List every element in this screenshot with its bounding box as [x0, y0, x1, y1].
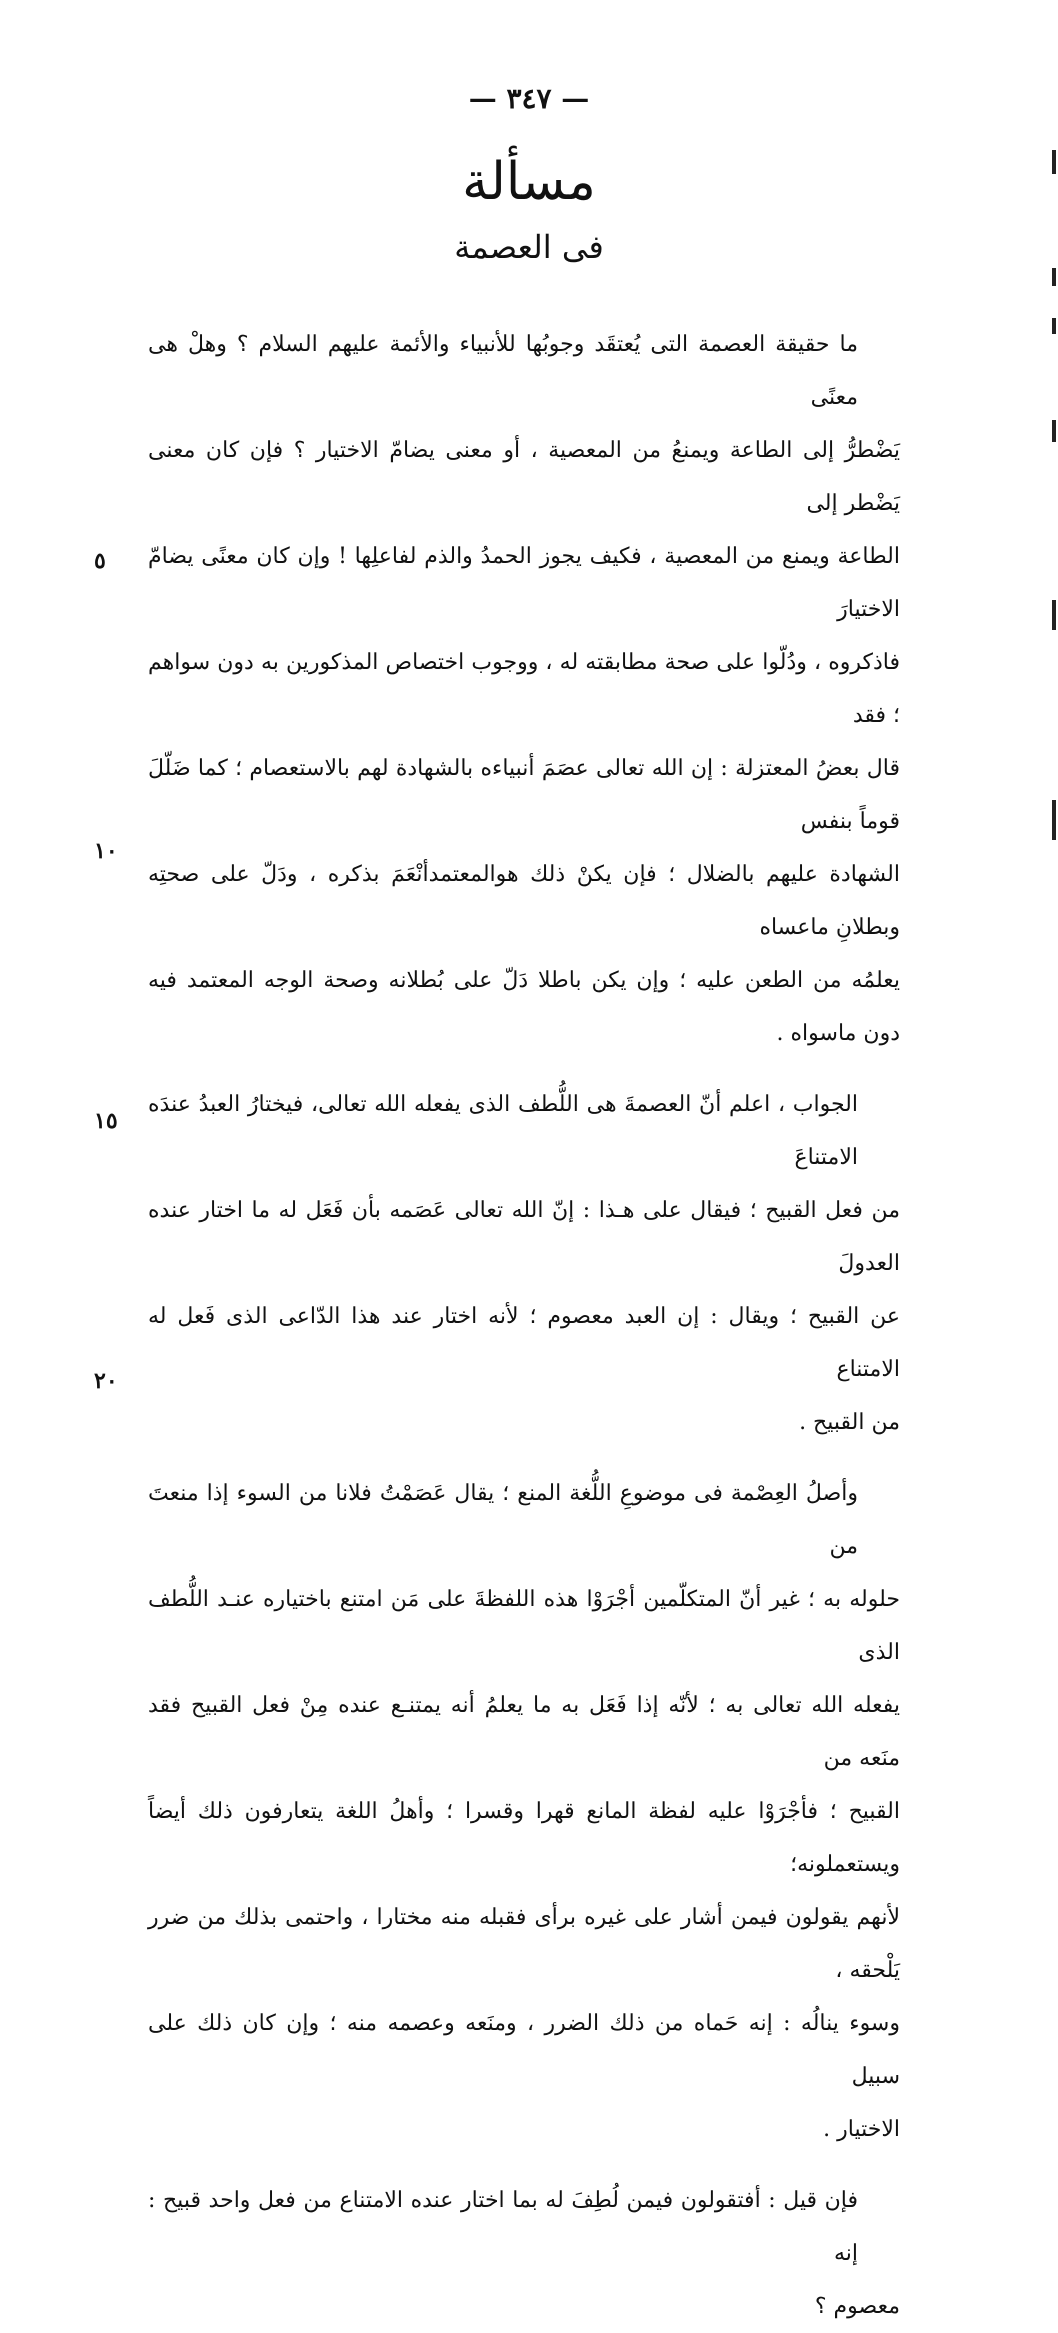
text-line: القبيح ؛ فأجْرَوْا عليه لفظة المانع قهرا وقسرا ؛ وأهلُ اللغة يتعارفون ذلك أيضاً ويستعملونه؛ — [148, 1799, 900, 1877]
page-number: — ٣٤٧ — — [468, 82, 590, 115]
text-line: يفعله الله تعالى به ؛ لأنّه إذا فَعَل به ما يعلمُ أنه يمتنـع عنده مِنْ فعل القبيح فقد منَعه من — [148, 1693, 900, 1771]
text-line: فاذكروه ، ودُلّوا على صحة مطابقته له ، ووجوب اختصاص المذكورين به دون سواهم ؛ فقد — [148, 650, 900, 728]
text-line: ما حقيقة العصمة التى يُعتقَد وجوبُها للأنبياء والأئمة عليهم السلام ؟ وهلْ هى معنًى — [148, 332, 858, 410]
page-subtitle: فى العصمة — [454, 228, 604, 266]
scan-edge-mark — [1052, 318, 1056, 334]
text-line: معصوم ؟ — [814, 2294, 900, 2319]
text-line: فإن قيل : أفتقولون فيمن لُطِفَ له بما اختار عنده الامتناع من فعل واحد قبيح : إنه — [148, 2188, 858, 2266]
scan-edge-mark — [1052, 800, 1056, 840]
scan-edge-mark — [1052, 420, 1056, 442]
paragraph-objection — [148, 2174, 900, 2333]
text-line: الطاعة ويمنع من المعصية ، فكيف يجوز الحمدُ والذم لفاعلِها ! وإن كان معنًى يضامّ الاختيارَ — [148, 544, 900, 622]
line-number-5: ٥ — [94, 548, 106, 574]
scan-edge-mark — [1052, 268, 1056, 286]
text-line: وأصلُ العِصْمة فى موضوعِ اللُّغة المنع ؛ يقال عَصَمْتُ فلانا من السوء إذا منعتَ من — [148, 1481, 858, 1559]
body-text — [148, 318, 900, 2333]
text-line: يعلمُه من الطعن عليه ؛ وإن يكن باطلا دَلّ على بُطلانه وصحة الوجه المعتمد فيه دون ماسواه . — [148, 968, 900, 1046]
text-line: وسوء ينالُه : إنه حَماه من ذلك الضرر ، ومنَعه وعصمه منه ؛ وإن كان ذلك على سبيل — [148, 2011, 900, 2089]
page-title: مسألة — [462, 152, 596, 212]
paragraph-origin — [148, 1467, 900, 2156]
line-number-20: ٢٠ — [94, 1368, 118, 1394]
text-line: قال بعضُ المعتزلة : إن الله تعالى عصَمَ أنبياءه بالشهادة لهم بالاستعصام ؛ كما ضَلّلَ قوماً بنفس — [148, 756, 900, 834]
text-line: الشهادة عليهم بالضلال ؛ فإن يكنْ ذلك هوالمعتمدأنْعَمَ بذكره ، ودَلّ على صحتِه وبطلانِ ماعساه — [148, 862, 900, 940]
paragraph-answer — [148, 1078, 900, 1449]
text-line: الجواب ، اعلم أنّ العصمةَ هى اللُّطف الذى يفعله الله تعالى، فيختارُ العبدُ عندَه الامتناعَ — [148, 1092, 858, 1170]
paragraph-question — [148, 318, 900, 1060]
text-line: لأنهم يقولون فيمن أشار على غيره برأى فقبله منه مختارا ، واحتمى بذلك من ضرر يَلْحقه ، — [148, 1905, 900, 1983]
line-number-15: ١٥ — [94, 1108, 118, 1134]
line-number-10: ١٠ — [94, 838, 118, 864]
text-line: الاختيار . — [823, 2117, 900, 2142]
text-line: من فعل القبيح ؛ فيقال على هـذا : إنّ الله تعالى عَصَمه بأن فَعَل له ما اختار عنده العدولَ — [148, 1198, 900, 1276]
text-line: عن القبيح ؛ ويقال : إن العبد معصوم ؛ لأنه اختار عند هذا الدّاعى الذى فَعل له الامتناع — [148, 1304, 900, 1382]
text-line: حلوله به ؛ غير أنّ المتكلّمين أجْرَوْا هذه اللفظةَ على مَن امتنع باختياره عنـد اللُّطف الذى — [148, 1587, 900, 1665]
scan-edge-mark — [1052, 150, 1056, 174]
scan-edge-mark — [1052, 600, 1056, 630]
text-line: يَضْطرُّ إلى الطاعة ويمنعُ من المعصية ، أو معنى يضامّ الاختيار ؟ فإن كان معنى يَضْطر إلى — [148, 438, 900, 516]
text-line: من القبيح . — [799, 1410, 900, 1435]
